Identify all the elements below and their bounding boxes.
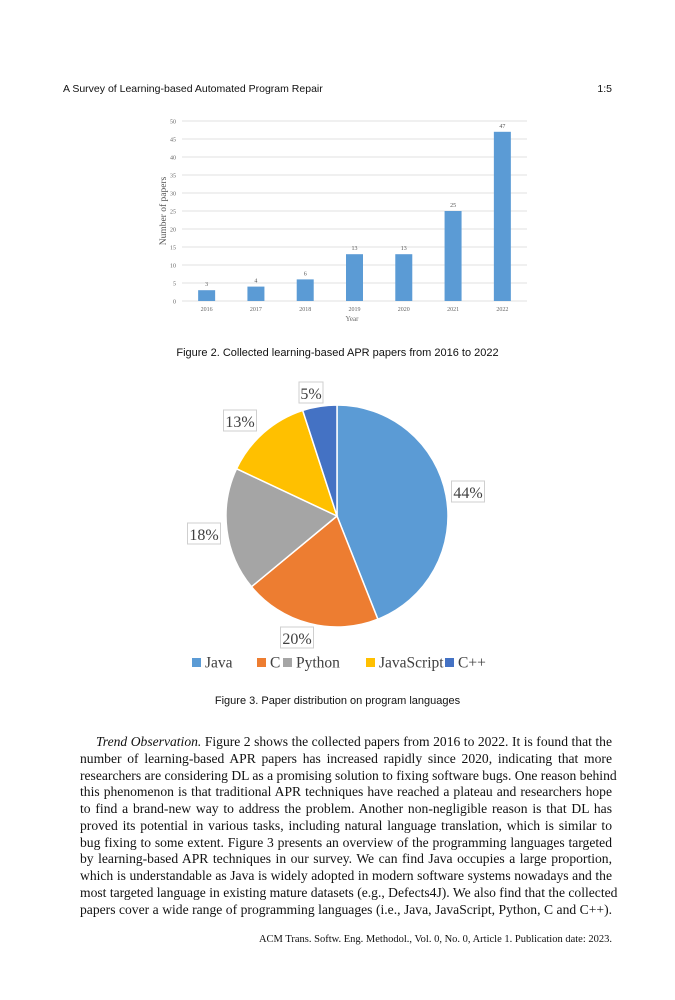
x-tick-label: 2020: [397, 307, 410, 313]
bar-2020: [395, 254, 412, 301]
bar-value-label: 4: [254, 278, 258, 285]
paragraph-lead: Trend Observation.: [96, 734, 202, 749]
bar-value-label: 47: [499, 123, 506, 130]
page-number: 1:5: [597, 83, 612, 95]
y-tick-label: 30: [170, 191, 176, 198]
paragraph-line: [80, 734, 612, 751]
legend-swatch: [366, 658, 375, 667]
paragraph-line: number of learning-based APR papers has increased rapidly since 2020, indicating that more: [80, 750, 612, 766]
line-text: Figure 2 shows the collected papers from 2016 to 2022. It is found that the: [201, 734, 612, 749]
paragraph-line: to find a brand-new way to address the problem. Another non-negligible reason is that DL has: [80, 801, 612, 816]
x-tick-label: 2018: [299, 307, 312, 313]
paragraph-line: most targeted language in existing mature datasets (e.g., Defects4J). We also find that the collected: [80, 884, 618, 900]
data-label: 13%: [225, 414, 255, 431]
paragraph-line: by learning-based APR techniques in our survey. We can find Java occupies a large proportion,: [80, 851, 612, 867]
legend-swatch: [192, 658, 201, 667]
x-tick-label: 2021: [447, 307, 460, 313]
y-tick-label: 0: [173, 299, 176, 306]
x-tick-label: 2019: [348, 307, 361, 313]
y-tick-label: 10: [170, 263, 176, 270]
pie-chart: [0, 370, 675, 700]
bar-2021: [445, 211, 462, 301]
paragraph-line: papers cover a wide range of programming languages (i.e., Java, JavaScript, Python, C and C++).: [80, 901, 612, 917]
y-tick-label: 40: [170, 155, 176, 162]
legend-label-c: C: [270, 654, 281, 672]
bar-chart: [0, 0, 675, 340]
figure-2-caption: Figure 2. Collected learning-based APR papers from 2016 to 2022: [176, 347, 499, 359]
bar-value-label: 6: [303, 271, 307, 278]
y-tick-label: 50: [170, 119, 176, 126]
paragraph-line: proved its potential in various tasks, including natural language translation, which is similar to: [80, 817, 612, 833]
paragraph-line: bug fixing to some extent. Figure 3 presents an overview of the programming languages targeted: [80, 834, 612, 850]
legend-label-java: Java: [205, 654, 233, 672]
bar-value-label: 13: [400, 246, 407, 253]
x-axis-label: Year: [345, 315, 359, 323]
y-tick-label: 25: [170, 209, 176, 216]
y-tick-label: 20: [170, 227, 176, 234]
x-tick-label: 2017: [249, 307, 262, 313]
data-label: 5%: [300, 386, 322, 403]
paragraph-line: researchers are considering DL as a promising solution to fixing software bugs. One reason behind: [80, 767, 617, 783]
y-tick-label: 5: [173, 281, 176, 288]
bar-2018: [297, 279, 314, 301]
y-tick-label: 45: [170, 137, 176, 144]
bar-value-label: 13: [351, 246, 358, 253]
data-label: 44%: [453, 485, 483, 502]
data-label: 18%: [189, 527, 219, 544]
bar-value-label: 3: [205, 282, 209, 289]
bar-2022: [494, 132, 511, 301]
legend-label-javascript: JavaScript: [379, 654, 444, 672]
figure-3-caption: Figure 3. Paper distribution on program languages: [214, 695, 461, 707]
legend-label-c++: C++: [458, 654, 486, 672]
bar-2017: [247, 287, 264, 301]
bar-value-label: 25: [450, 203, 457, 209]
legend-swatch: [445, 658, 454, 667]
paragraph-line: this phenomenon is that traditional APR techniques have reached a plateau and researchers hope: [80, 784, 612, 800]
bar-2019: [346, 254, 363, 301]
bar-2016: [198, 290, 215, 301]
legend-swatch: [283, 658, 292, 667]
footer-citation: ACM Trans. Softw. Eng. Methodol., Vol. 0, No. 0, Article 1. Publication date: 2023.: [258, 934, 612, 945]
legend-swatch: [257, 658, 266, 667]
legend-label-python: Python: [296, 654, 340, 672]
x-tick-label: 2022: [496, 307, 509, 313]
y-tick-label: 15: [170, 245, 176, 252]
x-tick-label: 2016: [200, 307, 213, 313]
y-tick-label: 35: [170, 173, 176, 180]
paragraph-line: which is understandable as Java is widely adopted in modern software systems nowadays and the: [80, 868, 612, 883]
data-label: 20%: [282, 631, 312, 648]
trend-observation-paragraph: [80, 734, 618, 918]
y-axis-label: Number of papers: [159, 176, 169, 246]
running-header-title: A Survey of Learning-based Automated Program Repair: [63, 83, 323, 95]
